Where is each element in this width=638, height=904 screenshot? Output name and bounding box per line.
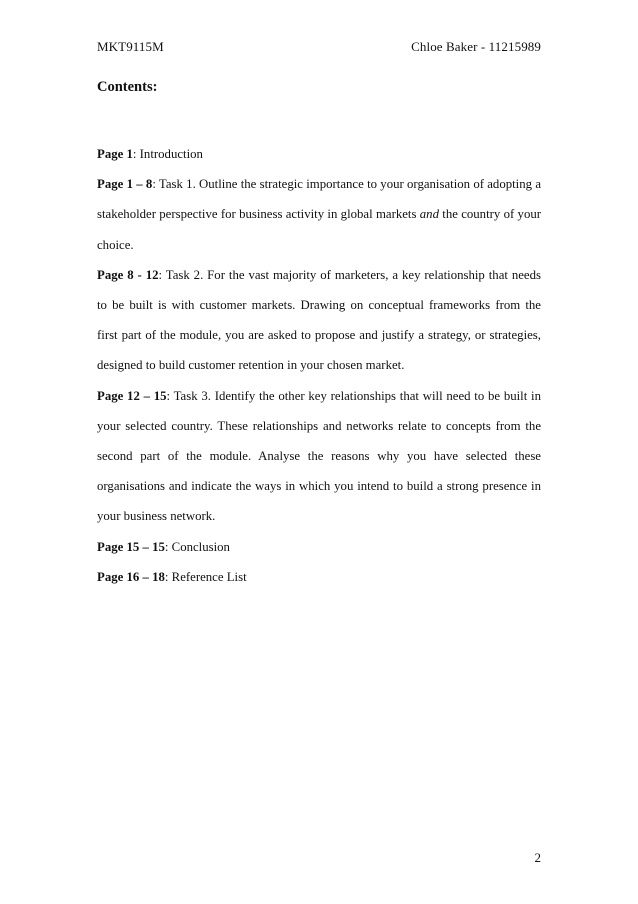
contents-entry-task-1 xyxy=(97,169,541,260)
contents-entry-introduction xyxy=(97,139,541,169)
entry-separator: : xyxy=(132,147,140,161)
contents-entry-task-3 xyxy=(97,381,541,532)
contents-list xyxy=(97,139,541,592)
contents-entry-conclusion xyxy=(97,532,541,562)
entry-text: Task 2. For the vast majority of marketers, a key relationship that needs to be built is with customer markets. Drawing on conceptual frameworks from the first part of the module, you are asked to propose and justify a strategy, or strategies, designed to build customer retention in your chosen market. xyxy=(97,267,541,373)
page-number: 2 xyxy=(534,850,541,865)
entry-text: Introduction xyxy=(139,147,203,161)
entry-page-range: Page 1 – 8 xyxy=(97,177,153,192)
entry-page-range: Page 15 – 15 xyxy=(97,539,165,554)
entry-text: Task 3. Identify the other key relationships that will need to be built in your selected country. These relationships and networks relate to concepts from the second part of the module. Analyse the reasons why you have selected these organisations and indicate the ways in which you intend to build a strong presence in your business network. xyxy=(97,388,541,524)
entry-separator: : xyxy=(152,177,159,192)
entry-italic-text: and xyxy=(419,207,439,222)
contents-entry-task-2 xyxy=(97,260,541,381)
entry-page-range: Page 8 - 12 xyxy=(97,267,159,282)
header-author: Chloe Baker - 11215989 xyxy=(411,39,541,54)
contents-entry-reference-list xyxy=(97,562,541,592)
entry-text-after: the country of your choice. xyxy=(97,207,542,252)
entry-separator: : xyxy=(166,388,174,403)
entry-text: Reference List xyxy=(171,569,247,584)
contents-heading: Contents: xyxy=(97,79,158,95)
entry-text: Conclusion xyxy=(171,539,230,554)
entry-page-range: Page 1 xyxy=(97,147,133,161)
entry-separator: : xyxy=(164,539,172,554)
entry-text: Task 1. Outline the strategic importance to your organisation of adopting a stakeholder perspective for business activity in global markets xyxy=(97,177,541,222)
entry-page-range: Page 12 – 15 xyxy=(97,388,167,403)
header-module-code: MKT9115M xyxy=(97,39,164,54)
entry-separator: : xyxy=(158,267,166,282)
entry-page-range: Page 16 – 18 xyxy=(97,569,165,584)
entry-separator: : xyxy=(164,569,172,584)
